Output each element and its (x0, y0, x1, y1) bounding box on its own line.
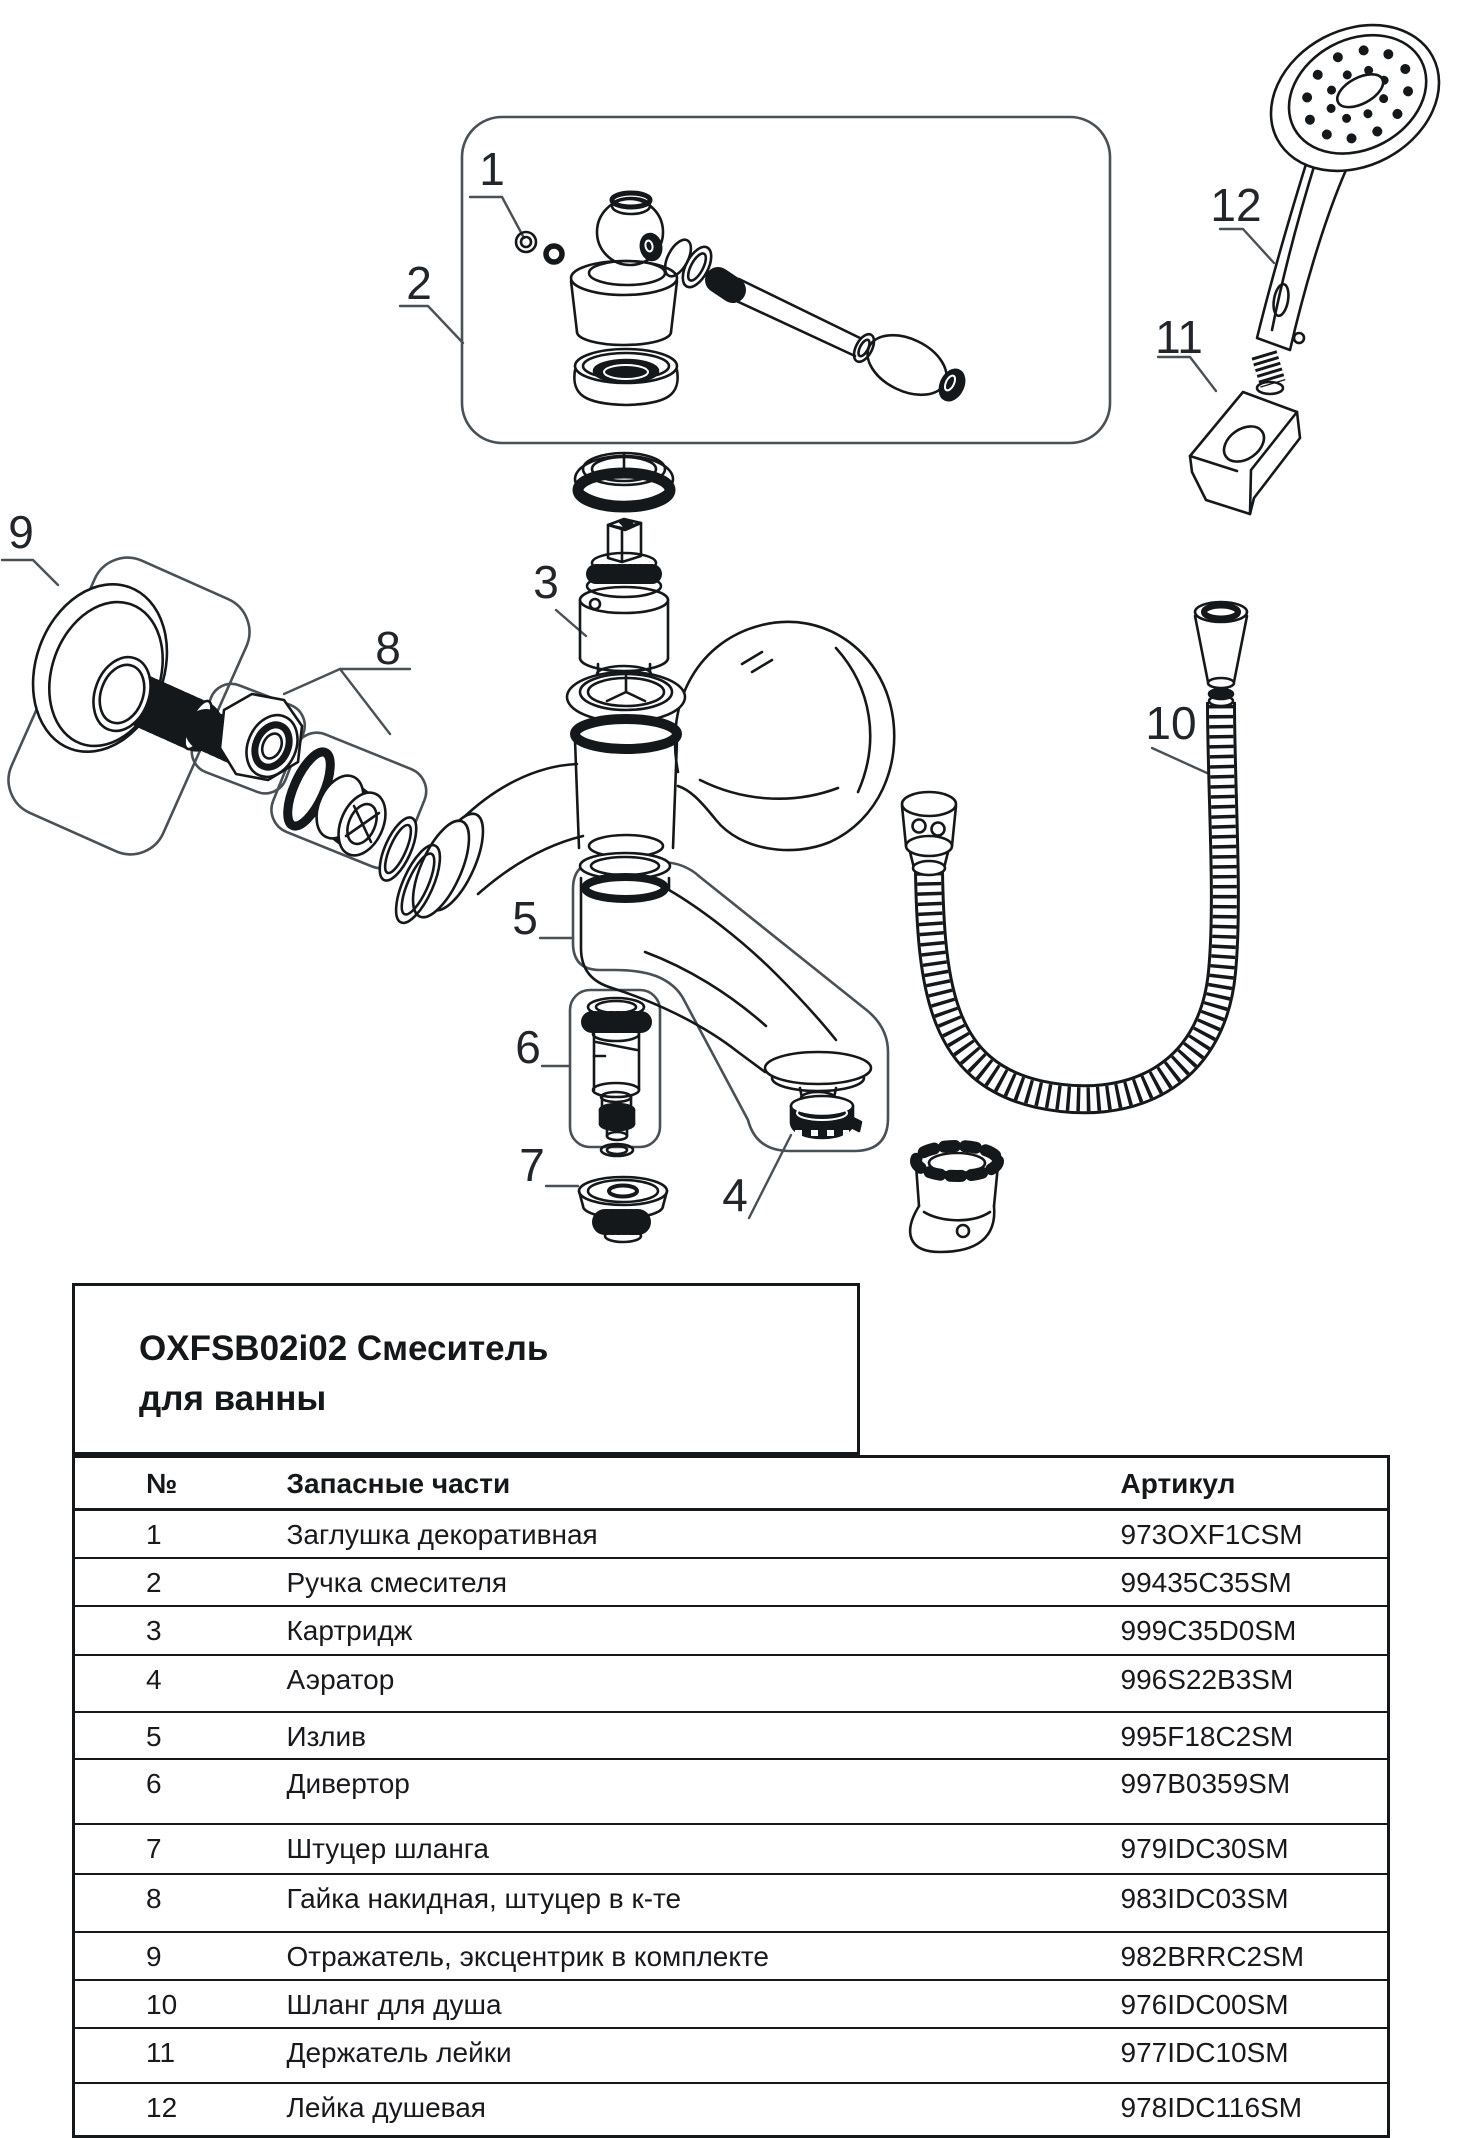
part-article: 995F18C2SM (1121, 1712, 1389, 1759)
part-article: 983IDC03SM (1121, 1874, 1389, 1932)
part-article: 999C35D0SM (1121, 1606, 1389, 1655)
part-name: Заглушка декоративная (286, 1510, 1121, 1558)
callout-11: 11 (1155, 311, 1203, 363)
table-row (74, 1655, 1389, 1712)
part-shower-holder (1190, 392, 1300, 514)
part-name: Лейка душевая (286, 2083, 1121, 2137)
row-number: 9 (74, 1932, 286, 1980)
part-article: 997B0359SM (1121, 1759, 1389, 1824)
part-cartridge (580, 519, 668, 682)
part-article: 982BRRC2SM (1121, 1932, 1389, 1980)
part-article: 973OXF1CSM (1121, 1510, 1389, 1558)
callout-4: 4 (722, 1169, 748, 1221)
row-number: 8 (74, 1874, 286, 1932)
part-name: Дивертор (286, 1759, 1121, 1824)
table-row (74, 1874, 1389, 1932)
part-divertor (588, 998, 644, 1156)
table-row (74, 1510, 1389, 1558)
row-number: 11 (74, 2028, 286, 2083)
part-name: Гайка накидная, штуцер в к-те (286, 1874, 1121, 1932)
part-shower-head (1245, 0, 1460, 394)
row-number: 3 (74, 1606, 286, 1655)
row-number: 2 (74, 1558, 286, 1606)
callout-8: 8 (375, 622, 401, 674)
part-article: 99435C35SM (1121, 1558, 1389, 1606)
table-row (74, 1980, 1389, 2028)
part-name: Отражатель, эксцентрик в комплекте (286, 1932, 1121, 1980)
part-name: Аэратор (286, 1655, 1121, 1712)
part-washers-fitting (279, 746, 424, 885)
table-row (74, 2083, 1389, 2137)
row-number: 4 (74, 1655, 286, 1712)
part-cartridge-ring (575, 453, 673, 507)
callout-5: 5 (512, 892, 538, 944)
callout-6: 6 (515, 1021, 541, 1073)
callout-7: 7 (519, 1139, 545, 1191)
callout-2: 2 (406, 257, 432, 309)
row-number: 6 (74, 1759, 286, 1824)
row-number: 12 (74, 2083, 286, 2137)
table-row (74, 1712, 1389, 1759)
part-shower-hose (902, 602, 1247, 1099)
part-name: Ручка смесителя (286, 1558, 1121, 1606)
product-title-line2: для ванны (139, 1379, 327, 1418)
part-name: Излив (286, 1712, 1121, 1759)
table-row (74, 2028, 1389, 2083)
part-name: Картридж (286, 1606, 1121, 1655)
callout-9: 9 (8, 506, 34, 558)
row-number: 1 (74, 1510, 286, 1558)
table-header-row (74, 1457, 1389, 1510)
row-number: 10 (74, 1980, 286, 2028)
row-number: 7 (74, 1824, 286, 1874)
box-handle-group (462, 117, 1110, 443)
product-title-panel (72, 1283, 860, 1455)
col-header-parts: Запасные части (286, 1457, 1121, 1510)
part-article: 977IDC10SM (1121, 2028, 1389, 2083)
table-row (74, 1606, 1389, 1655)
table-row (74, 1824, 1389, 1874)
part-name: Штуцер шланга (286, 1824, 1121, 1874)
table-row (74, 1759, 1389, 1824)
callout-3: 3 (533, 556, 559, 608)
part-article: 978IDC116SM (1121, 2083, 1389, 2137)
callout-12: 12 (1210, 179, 1262, 231)
callout-1: 1 (479, 143, 505, 195)
table-row (74, 1558, 1389, 1606)
part-article: 996S22B3SM (1121, 1655, 1389, 1712)
part-mixer-handle (571, 193, 969, 407)
col-header-number: № (74, 1457, 286, 1510)
col-header-article: Артикул (1121, 1457, 1389, 1510)
part-hose-fitting (579, 1177, 667, 1242)
product-title-line1: OXFSB02i02 Смеситель (139, 1329, 549, 1368)
part-article: 979IDC30SM (1121, 1824, 1389, 1874)
part-article: 976IDC00SM (1121, 1980, 1389, 2028)
callout-10: 10 (1145, 697, 1197, 749)
part-name: Держатель лейки (286, 2028, 1121, 2083)
row-number: 5 (74, 1712, 286, 1759)
part-name: Шланг для душа (286, 1980, 1121, 2028)
table-row (74, 1932, 1389, 1980)
part-aerator (791, 1096, 861, 1138)
spare-parts-table (72, 1455, 1390, 2138)
part-aerator-key (910, 1146, 998, 1252)
